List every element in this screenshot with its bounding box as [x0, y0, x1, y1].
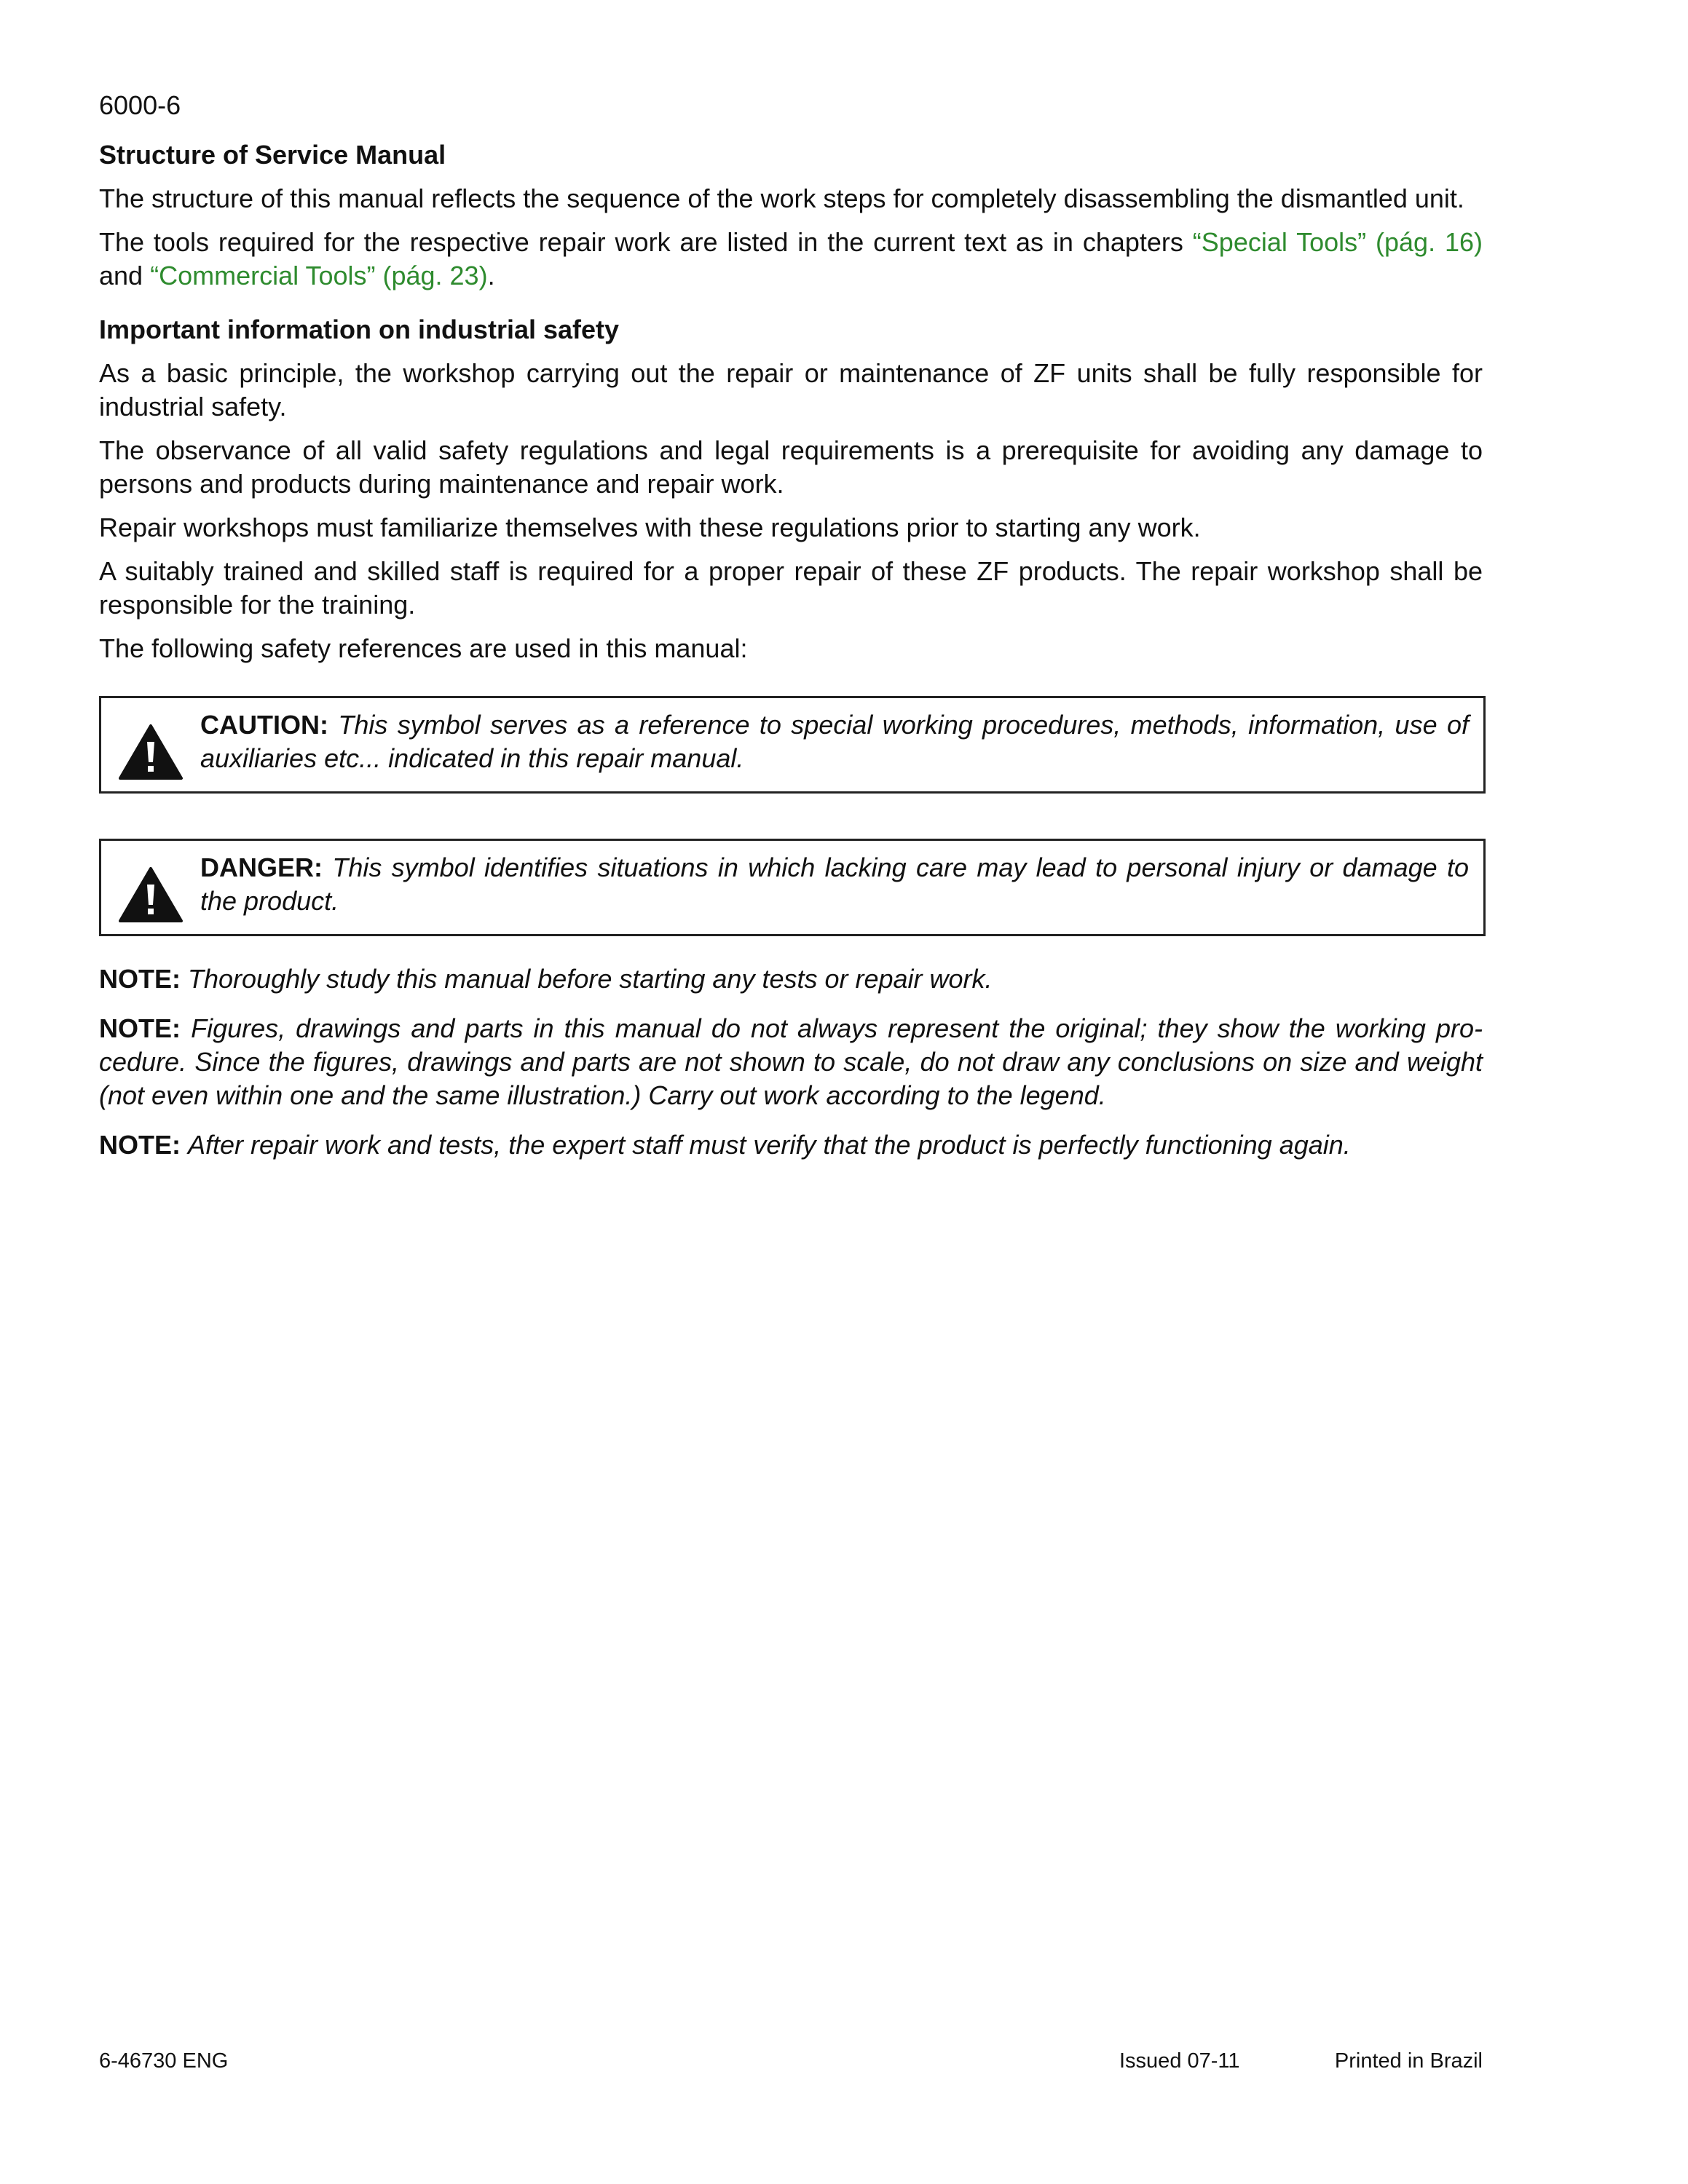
- structure-paragraph-2-text-c: .: [487, 261, 495, 290]
- safety-paragraph-5: The following safety references are used in this manual:: [99, 633, 748, 663]
- structure-heading: Structure of Service Manual: [99, 140, 446, 170]
- structure-paragraph-2-text-a: The tools required for the respective repair work are listed in the current text as in chapters: [99, 227, 1193, 257]
- note-3-text: After repair work and tests, the expert staff must verify that the product is perfectly functioning again.: [188, 1130, 1351, 1160]
- safety-heading: Important information on industrial safety: [99, 314, 620, 344]
- structure-paragraph-1: The structure of this manual reflects the sequence of the work steps for completely disassembling the dismantled unit.: [99, 183, 1464, 213]
- note-1: [99, 962, 1483, 996]
- page-number: 6000-6: [99, 90, 181, 120]
- note-2-text: Figures, drawings and parts in this manual do not always represent the original; they show the working pro-cedure. Since the figures, drawings and parts are not shown to scale, do not draw any conclusions on size and weight (not even within one and the same illustration.) Carry out work according to the legend.: [99, 1013, 1483, 1110]
- notes-section: [99, 962, 1483, 1162]
- safety-paragraph-1: As a basic principle, the workshop carrying out the repair or maintenance of ZF units shall be fully responsible for industrial safety.: [99, 358, 1483, 422]
- structure-paragraph-2: [99, 226, 1483, 293]
- safety-paragraph-4: A suitably trained and skilled staff is required for a proper repair of these ZF products. The repair workshop shall be responsible for the training.: [99, 556, 1483, 620]
- note-1-label: NOTE:: [99, 964, 181, 994]
- safety-paragraph-2: The observance of all valid safety regulations and legal requirements is a prerequisite for avoiding any damage to persons and products during maintenance and repair work.: [99, 435, 1483, 499]
- note-3-label: NOTE:: [99, 1130, 181, 1160]
- caution-body: This symbol serves as a reference to special working procedures, methods, information, use of auxiliaries etc... indicated in this repair manual.: [200, 710, 1469, 773]
- footer-issued: Issued 07-11: [1119, 2049, 1240, 2073]
- danger-body: This symbol identifies situations in which lacking care may lead to personal injury or damage to the product.: [200, 852, 1469, 916]
- note-2-label: NOTE:: [99, 1013, 181, 1043]
- danger-box: [99, 839, 1486, 936]
- special-tools-link[interactable]: “Special Tools” (pág. 16): [1192, 227, 1483, 257]
- note-3: [99, 1128, 1483, 1162]
- caution-label: CAUTION:: [200, 710, 328, 740]
- note-2: [99, 1012, 1483, 1112]
- warning-triangle-icon: [117, 723, 184, 781]
- footer-doc-number: 6-46730 ENG: [99, 2049, 229, 2073]
- structure-paragraph-2-text-b: and: [99, 261, 151, 290]
- safety-paragraph-3: Repair workshops must familiarize themselves with these regulations prior to starting any work.: [99, 513, 1201, 542]
- caution-box: [99, 696, 1486, 794]
- commercial-tools-link[interactable]: “Commercial Tools” (pág. 23): [150, 261, 488, 290]
- footer-printed: Printed in Brazil: [1334, 2049, 1483, 2073]
- page-content: [99, 89, 1483, 1178]
- warning-triangle-icon: [117, 866, 184, 924]
- danger-label: DANGER:: [200, 852, 323, 882]
- note-1-text: Thoroughly study this manual before starting any tests or repair work.: [188, 964, 993, 994]
- caution-text: [184, 708, 1469, 775]
- danger-text: [184, 851, 1469, 918]
